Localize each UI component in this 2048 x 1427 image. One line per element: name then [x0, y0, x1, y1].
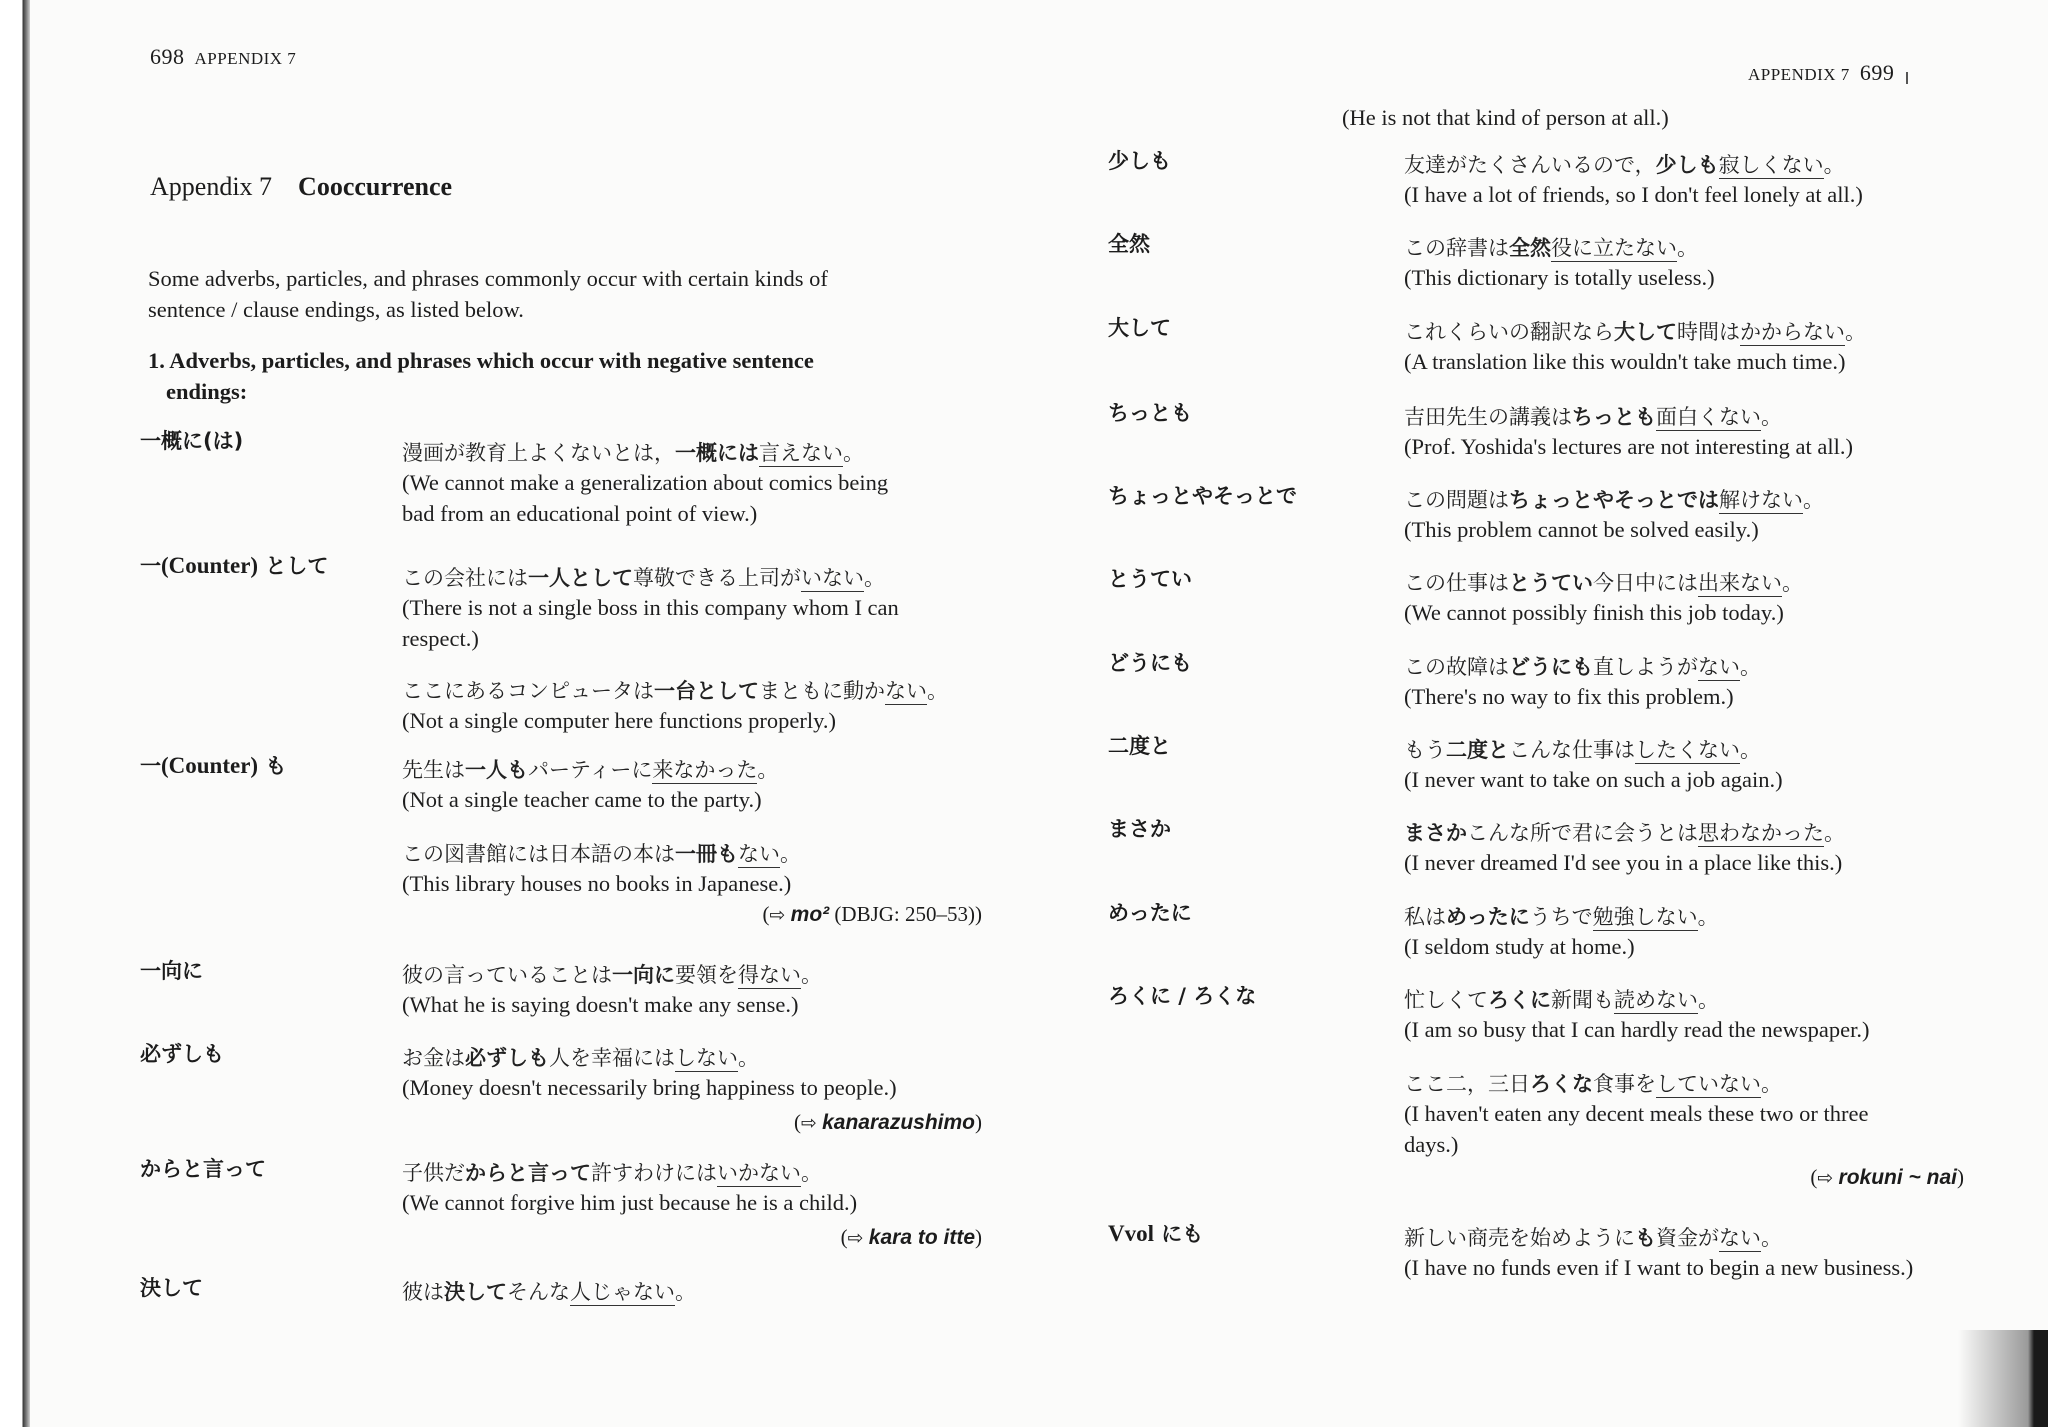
jp-punct: 。 — [1845, 320, 1866, 344]
example-english: days.) — [1404, 1132, 1459, 1157]
jp-text: こんな仕事は — [1509, 738, 1635, 762]
entry-headword: とうてい — [1108, 567, 1192, 591]
entry-headword: 一向に — [140, 959, 203, 983]
ref-link[interactable]: kara to itte — [868, 1226, 975, 1249]
example-english: (Prof. Yoshida's lectures are not interesting at all.) — [1404, 434, 1853, 459]
example-japanese — [402, 1157, 822, 1187]
jp-keyword: めったに — [1446, 905, 1530, 929]
jp-text: 子供だ — [402, 1161, 465, 1185]
jp-text: まともに動か — [759, 679, 885, 703]
jp-punct: 。 — [1824, 821, 1845, 845]
jp-text: 尊敬できる上司が — [633, 566, 801, 590]
example-english: (I have no funds even if I want to begin a new business.) — [1404, 1255, 1914, 1280]
jp-punct: 。 — [1740, 738, 1761, 762]
entry-headword: ちょっとやそっとで — [1108, 484, 1297, 508]
entry-headword — [140, 750, 286, 780]
jp-text: もう — [1404, 738, 1446, 762]
entry-headword: ちっとも — [1108, 401, 1192, 425]
example-japanese — [1404, 232, 1698, 262]
jp-text: 新聞も — [1551, 988, 1614, 1012]
intro-line: sentence / clause endings, as listed below. — [148, 297, 524, 322]
jp-keyword: からと言って — [465, 1161, 591, 1185]
example-english — [402, 592, 982, 654]
head-part: として — [258, 554, 329, 578]
cross-reference[interactable]: (⇨ rokuni ~ nai) — [1810, 1165, 1964, 1189]
head-part: (Counter) — [161, 753, 259, 778]
jp-negative-ending: 読めない — [1614, 988, 1698, 1012]
example-japanese — [1404, 984, 1719, 1014]
example-english: (I never dreamed I'd see you in a place like this.) — [1404, 850, 1843, 875]
jp-negative-ending: 解けない — [1719, 488, 1803, 512]
entry-headword: からと言って — [140, 1157, 266, 1181]
jp-text: 人を幸福には — [549, 1046, 675, 1070]
cross-reference[interactable]: (⇨ kanarazushimo) — [793, 1110, 982, 1134]
entry-headword — [1108, 1218, 1203, 1248]
example-japanese — [402, 437, 864, 467]
jp-text: うちで — [1529, 905, 1593, 929]
jp-text: この会社には — [402, 566, 528, 590]
jp-text: 資金が — [1656, 1226, 1719, 1250]
jp-keyword: とうてい — [1509, 571, 1593, 595]
page-number: 698 — [150, 44, 185, 69]
jp-text: この故障は — [1404, 655, 1509, 679]
example-english: (I never want to take on such a job again.) — [1404, 767, 1783, 792]
section-heading-line: 1. Adverbs, particles, and phrases which occur with negative sentence — [148, 348, 814, 373]
jp-negative-ending: しない — [675, 1046, 738, 1070]
example-english: (A translation like this wouldn't take much time.) — [1404, 349, 1846, 374]
head-part: (Counter) — [161, 553, 259, 578]
jp-text: 今日中には — [1593, 571, 1698, 595]
jp-text: 漫画が教育上よくないとは， — [402, 441, 675, 465]
ref-paren: ) — [1957, 1165, 1964, 1189]
example-japanese — [1404, 817, 1845, 847]
jp-keyword: 全然 — [1509, 236, 1551, 260]
jp-negative-ending: 思わなかった — [1698, 821, 1824, 845]
example-japanese — [402, 562, 885, 592]
jp-text: 要領を — [675, 963, 738, 987]
entry-headword: まさか — [1108, 817, 1171, 841]
english-line: respect.) — [402, 626, 479, 651]
jp-negative-ending: 寂しくない — [1718, 153, 1824, 177]
jp-negative-ending: ない — [1719, 1226, 1761, 1250]
example-japanese — [1404, 149, 1845, 179]
page-number: 699 — [1859, 60, 1895, 85]
entry-headword: 必ずしも — [140, 1042, 224, 1066]
jp-negative-ending: 言えない — [759, 441, 843, 465]
english-line: (There is not a single boss in this company whom I can — [402, 595, 899, 620]
entry-headword — [140, 550, 328, 580]
example-english: (This problem cannot be solved easily.) — [1404, 517, 1759, 542]
example-english: (This dictionary is totally useless.) — [1404, 265, 1715, 290]
jp-text: この問題は — [1404, 488, 1509, 512]
arrow-right-icon: ⇨ — [847, 1227, 864, 1249]
jp-keyword: 一冊も — [675, 842, 738, 866]
jp-text: 彼は — [402, 1280, 444, 1304]
jp-punct: 。 — [675, 1280, 696, 1304]
example-english: (I have a lot of friends, so I don't feel lonely at all.) — [1404, 182, 1863, 207]
jp-punct: 。 — [801, 1161, 822, 1185]
jp-punct: 。 — [738, 1046, 759, 1070]
entry-headword: 二度と — [1108, 734, 1171, 758]
running-head-label: APPENDIX 7 — [194, 49, 297, 68]
intro-line: Some adverbs, particles, and phrases commonly occur with certain kinds of — [148, 266, 828, 291]
cross-reference[interactable]: (⇨ kara to itte) — [840, 1225, 982, 1249]
ref-link[interactable]: mo² — [790, 903, 830, 926]
ref-paren: ) — [975, 1110, 982, 1134]
arrow-right-icon: ⇨ — [769, 904, 786, 926]
jp-text: これくらいの翻訳なら — [1404, 320, 1614, 344]
jp-keyword: 一台として — [654, 679, 759, 703]
jp-keyword: 一人として — [528, 566, 633, 590]
jp-keyword: も — [1635, 1226, 1656, 1250]
jp-negative-ending: かからない — [1740, 320, 1845, 344]
entry-headword: ろくに / ろくな — [1108, 984, 1257, 1008]
jp-punct: 。 — [780, 842, 801, 866]
jp-text: 許すわけには — [591, 1161, 717, 1185]
binding-shadow-right — [1958, 1330, 2048, 1427]
jp-punct: 。 — [1761, 1072, 1782, 1096]
ref-detail: (DBJG: 250–53)) — [829, 902, 982, 926]
jp-punct: 。 — [1761, 1226, 1782, 1250]
jp-text: 食事を — [1593, 1072, 1656, 1096]
example-english: (I seldom study at home.) — [1404, 934, 1635, 959]
running-head-label: APPENDIX 7 — [1748, 65, 1850, 84]
ref-paren: ) — [975, 1225, 982, 1249]
arrow-right-icon: ⇨ — [800, 1112, 817, 1134]
example-japanese — [1404, 651, 1761, 681]
jp-text: 新しい商売を始めように — [1404, 1226, 1635, 1250]
jp-keyword: ろくな — [1530, 1072, 1593, 1096]
jp-keyword: 必ずしも — [465, 1046, 549, 1070]
example-japanese — [402, 675, 948, 705]
jp-text: パーティーに — [528, 758, 653, 782]
example-japanese — [1404, 484, 1824, 514]
jp-text: 彼の言っていることは — [402, 963, 612, 987]
running-head-right — [1738, 60, 1894, 86]
jp-punct: 。 — [1761, 405, 1782, 429]
jp-negative-ending: 勉強しない — [1592, 905, 1698, 929]
pencil-mark — [1906, 72, 1908, 84]
cross-reference[interactable] — [763, 902, 983, 927]
head-part: 一 — [140, 754, 161, 778]
example-japanese — [1404, 401, 1782, 431]
jp-text: そんな — [507, 1280, 570, 1304]
jp-negative-ending: したくない — [1635, 738, 1740, 762]
jp-text: 忙しくて — [1404, 988, 1488, 1012]
jp-keyword: ちっとも — [1572, 405, 1656, 429]
jp-negative-ending: 人じゃない — [570, 1280, 675, 1304]
example-japanese — [402, 1042, 759, 1072]
jp-negative-ending: していない — [1656, 1072, 1761, 1096]
jp-negative-ending: ない — [1698, 655, 1740, 679]
ref-link[interactable]: rokuni ~ nai — [1838, 1166, 1957, 1189]
jp-keyword: 二度と — [1446, 738, 1509, 762]
jp-text: この辞書は — [1404, 236, 1509, 260]
head-part: にも — [1154, 1222, 1204, 1246]
english-line: (We cannot make a generalization about comics being — [402, 470, 889, 495]
example-english — [402, 467, 982, 529]
running-head-left — [150, 44, 306, 70]
jp-punct: 。 — [1697, 905, 1719, 929]
jp-keyword: 大して — [1614, 320, 1677, 344]
head-part: も — [258, 754, 287, 778]
english-line: bad from an educational point of view.) — [402, 501, 758, 526]
appendix-heading: Cooccurrence — [298, 172, 453, 201]
example-english: (I haven't eaten any decent meals these two or three — [1404, 1101, 1869, 1126]
jp-text: ここ二，三日 — [1404, 1072, 1530, 1096]
section-heading-line: endings: — [166, 379, 248, 404]
example-japanese — [402, 754, 778, 784]
jp-text: 時間は — [1677, 320, 1740, 344]
jp-text: 私は — [1404, 905, 1446, 929]
entry-headword: 全然 — [1108, 232, 1150, 256]
jp-keyword: 一人も — [465, 758, 528, 782]
jp-text: この仕事は — [1404, 571, 1509, 595]
head-part: 一 — [140, 554, 161, 578]
jp-negative-ending: ない — [738, 842, 780, 866]
appendix-title — [150, 172, 452, 202]
page-right — [1070, 0, 1970, 1427]
jp-negative-ending: 得ない — [738, 963, 801, 987]
jp-text: 先生は — [402, 758, 465, 782]
example-japanese — [1404, 1068, 1782, 1098]
jp-punct: 。 — [1677, 236, 1698, 260]
entry-headword: めったに — [1108, 901, 1192, 925]
example-japanese — [402, 959, 822, 989]
binding-shadow-left — [0, 0, 30, 1427]
example-english: (I am so busy that I can hardly read the newspaper.) — [1404, 1017, 1870, 1042]
jp-keyword: 一向に — [612, 963, 675, 987]
jp-punct: 。 — [1823, 153, 1845, 177]
example-japanese — [1404, 316, 1866, 346]
jp-negative-ending: いかない — [717, 1161, 801, 1185]
jp-negative-ending: ない — [885, 679, 927, 703]
ref-link[interactable]: kanarazushimo — [822, 1111, 975, 1134]
jp-keyword: ちょっとやそっとでは — [1509, 488, 1719, 512]
jp-negative-ending: 出来ない — [1698, 571, 1782, 595]
jp-keyword: 一概には — [675, 441, 759, 465]
example-english: (There's no way to fix this problem.) — [1404, 684, 1734, 709]
jp-punct: 。 — [864, 566, 885, 590]
example-japanese — [1404, 1222, 1782, 1252]
example-english: (Not a single teacher came to the party.) — [402, 787, 762, 812]
example-japanese — [402, 838, 801, 868]
example-english: (Not a single computer here functions properly.) — [402, 708, 837, 733]
jp-negative-ending: 役に立たない — [1551, 236, 1677, 260]
jp-text: 直しようが — [1593, 655, 1698, 679]
jp-negative-ending: いない — [801, 566, 864, 590]
example-japanese — [402, 1276, 696, 1306]
example-english: (Money doesn't necessarily bring happiness to people.) — [402, 1075, 897, 1100]
jp-text: ここにあるコンピュータは — [402, 679, 654, 703]
intro-paragraph — [148, 263, 988, 325]
jp-punct: 。 — [927, 679, 948, 703]
jp-punct: 。 — [843, 441, 864, 465]
jp-negative-ending: 来なかった — [652, 758, 758, 782]
entry-headword: どうにも — [1108, 651, 1192, 675]
jp-keyword: ろくに — [1488, 988, 1551, 1012]
jp-keyword: どうにも — [1509, 655, 1593, 679]
example-japanese — [1404, 567, 1803, 597]
carry-over-translation: (He is not that kind of person at all.) — [1342, 105, 1669, 130]
entry-headword: 少しも — [1108, 149, 1171, 173]
example-english: (We cannot possibly finish this job today.) — [1404, 600, 1784, 625]
jp-text: 吉田先生の講義は — [1404, 405, 1572, 429]
jp-text: この図書館には日本語の本は — [402, 842, 675, 866]
jp-keyword: 決して — [444, 1280, 507, 1304]
jp-punct: 。 — [1803, 488, 1824, 512]
example-english: (This library houses no books in Japanese.) — [402, 871, 792, 896]
example-japanese — [1404, 901, 1719, 931]
jp-text: 友達がたくさんいるので， — [1404, 153, 1656, 177]
head-part: Vvol — [1108, 1221, 1154, 1246]
jp-punct: 。 — [1740, 655, 1761, 679]
example-english: (We cannot forgive him just because he is a child.) — [402, 1190, 858, 1215]
jp-punct: 。 — [1698, 988, 1719, 1012]
entry-headword: 決して — [140, 1276, 203, 1300]
ref-paren: ( — [762, 902, 770, 926]
jp-text: こんな所で君に会うとは — [1467, 821, 1698, 845]
entry-headword: 一概に(は) — [140, 429, 244, 453]
jp-punct: 。 — [757, 758, 779, 782]
arrow-right-icon: ⇨ — [1817, 1167, 1834, 1189]
appendix-number: Appendix 7 — [150, 172, 273, 201]
example-japanese — [1404, 734, 1761, 764]
entry-headword: 大して — [1108, 316, 1171, 340]
example-english: (What he is saying doesn't make any sense.) — [402, 992, 799, 1017]
jp-keyword: 少しも — [1655, 153, 1719, 177]
jp-text: お金は — [402, 1046, 465, 1070]
section-heading — [148, 345, 988, 407]
jp-punct: 。 — [1782, 571, 1803, 595]
page-left — [30, 0, 990, 1427]
jp-negative-ending: 面白くない — [1656, 405, 1761, 429]
jp-punct: 。 — [801, 963, 822, 987]
jp-keyword: まさか — [1404, 821, 1467, 845]
